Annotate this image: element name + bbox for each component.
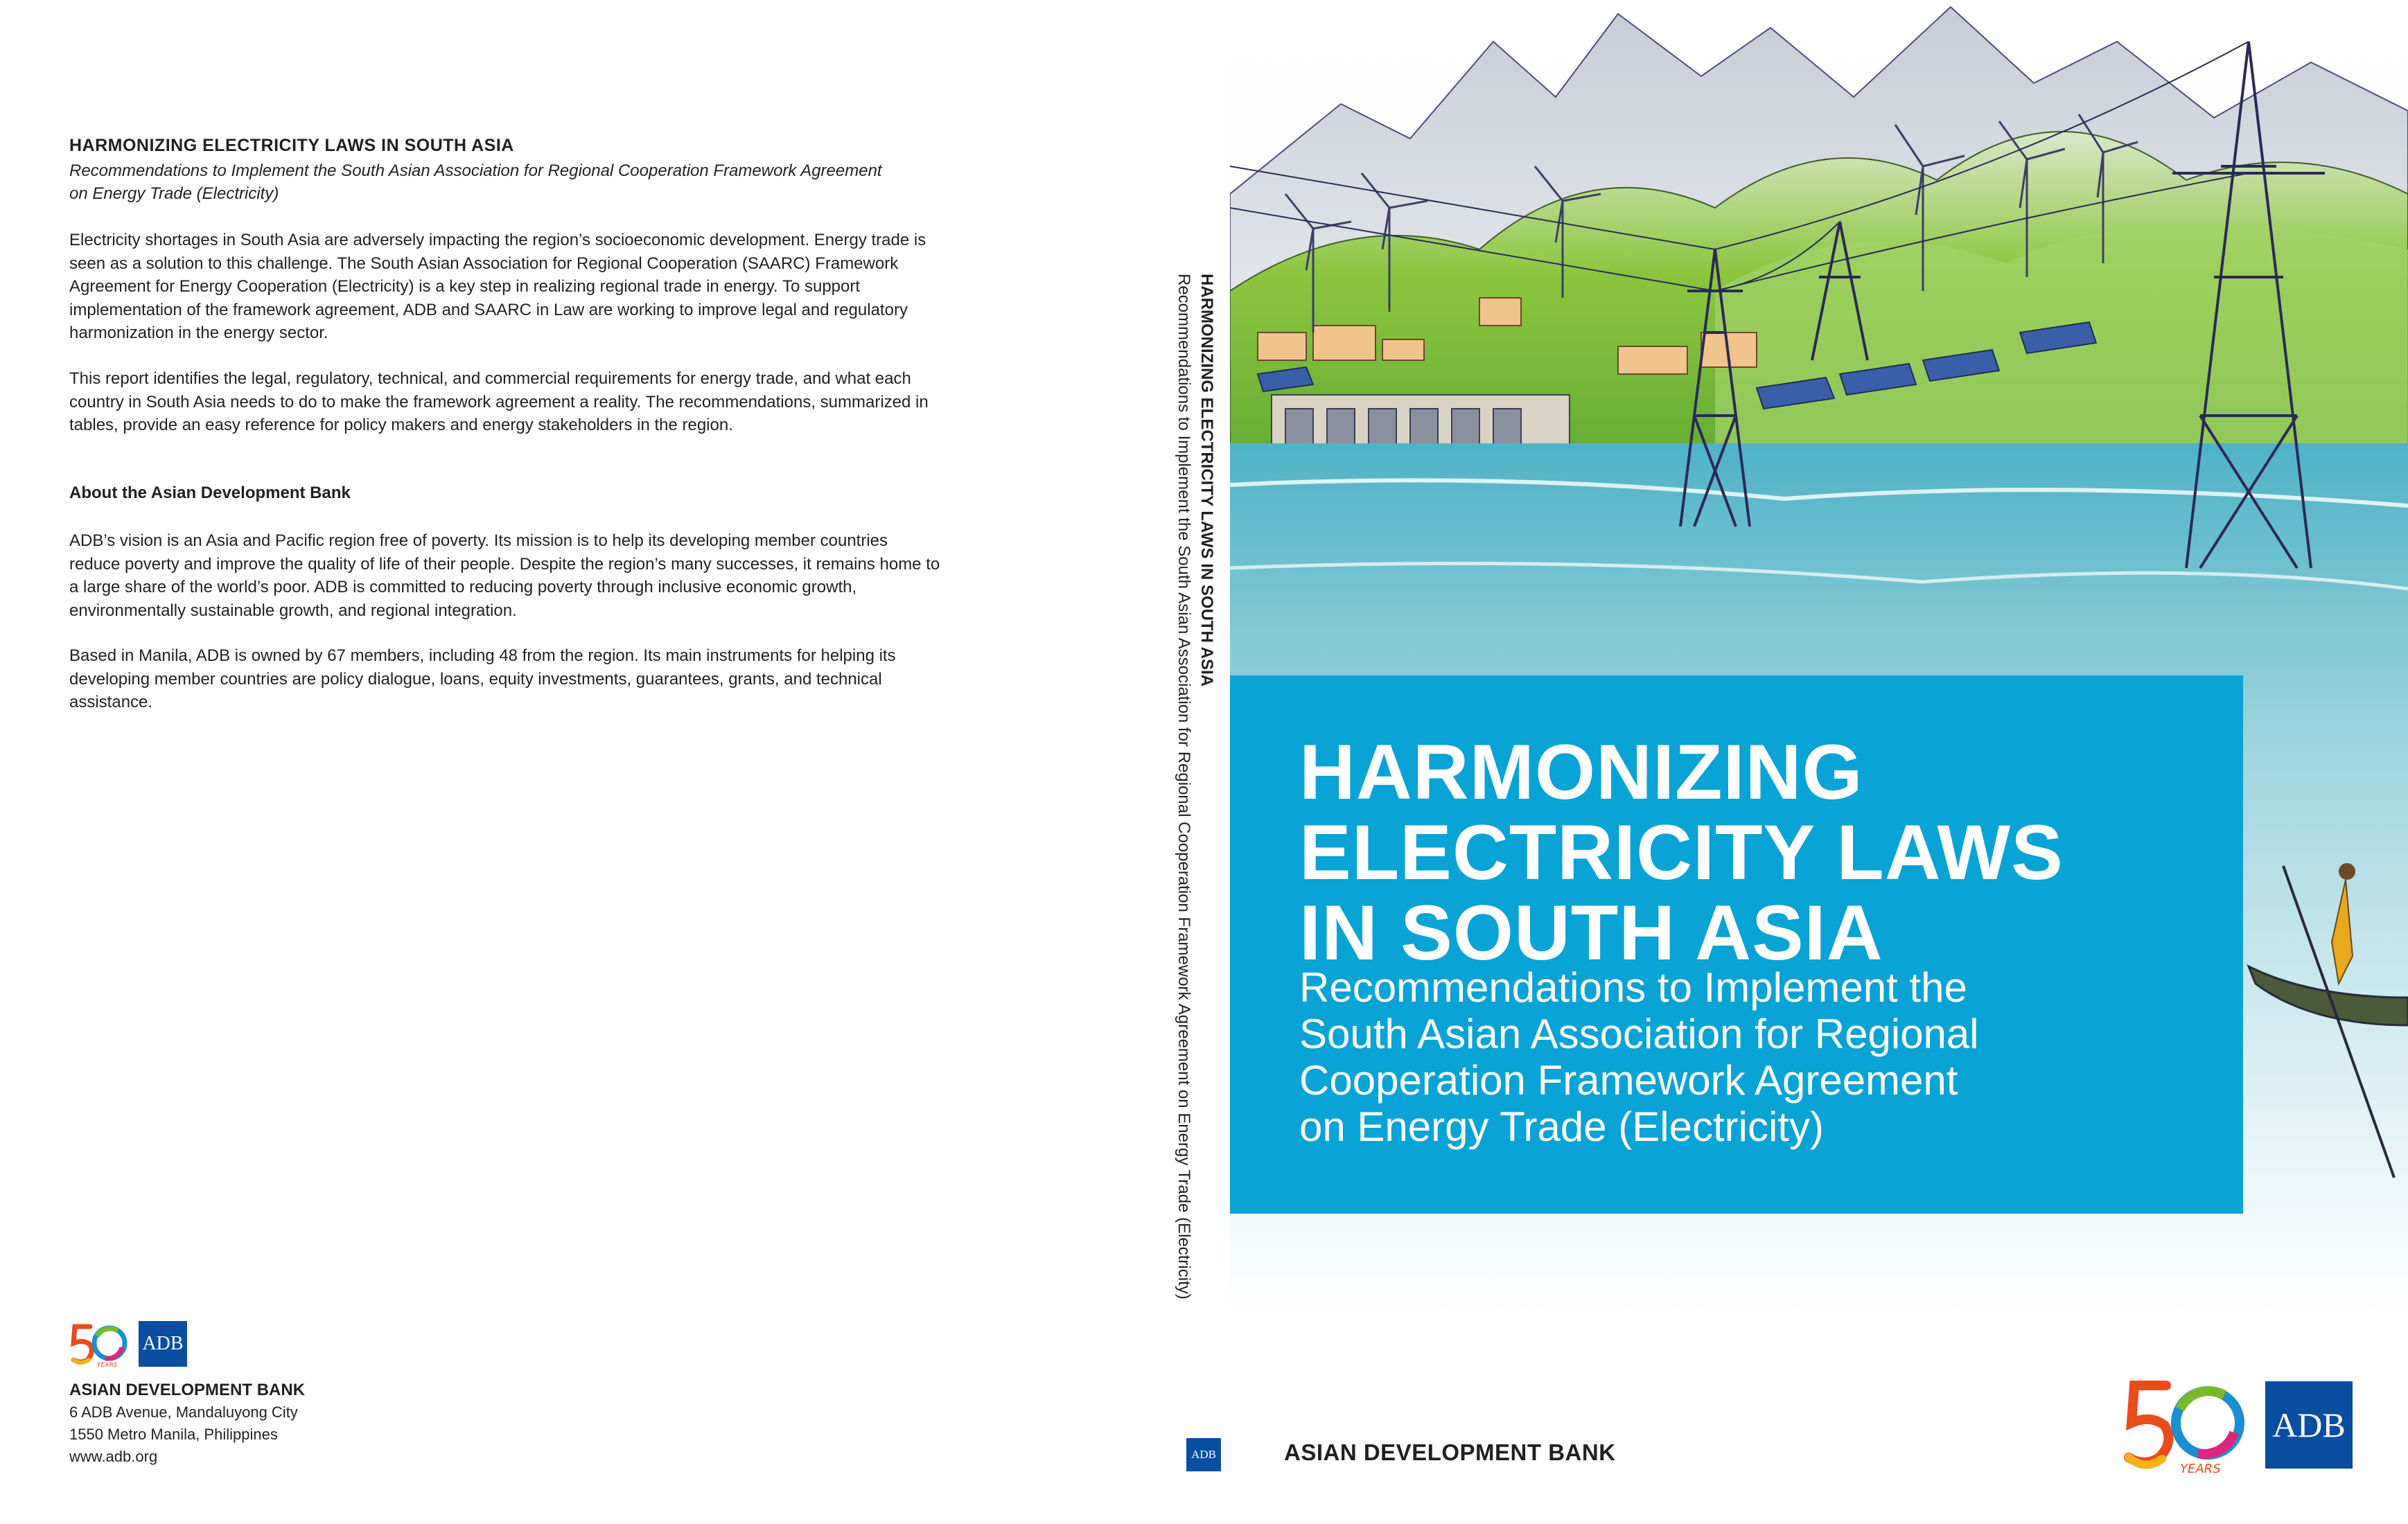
fifty-years-logo-large [2120,1373,2256,1477]
front-cover-subtitle [1299,964,2221,1150]
summary-paragraph-2: This report identifies the legal, regulatory, technical, and commercial requirements for energy trade, and what each country in South Asia needs to do to make the framework agreement a reality. The recommendations, summarized in tables, provide an easy reference for policy makers and energy stakeholders in the region. [69,369,929,434]
about-paragraph-2: Based in Manila, ADB is owned by 67 members, including 48 from the region. Its main instruments for helping its developing member countries are policy dialogue, loans, equity investments, guarantees, grants, and technical assistance. [69,646,896,711]
spine-subtitle: Recommendations to Implement the South Asian Association for Regional Cooperation Framework Agreement on Energy Trade (Electricity) [1175,274,1193,1300]
back-cover-title: HARMONIZING ELECTRICITY LAWS IN SOUTH ASIA [69,136,514,155]
front-cover-title [1299,729,2200,976]
fifty-years-logo [69,1320,133,1368]
website-link[interactable]: www.adb.org [69,1448,158,1465]
spine-adb-logo: ADB [1186,1438,1221,1471]
about-adb-heading: About the Asian Development Bank [69,484,351,502]
spine-title: HARMONIZING ELECTRICITY LAWS IN SOUTH ASIA [1197,274,1216,687]
summary-paragraph-1: Electricity shortages in South Asia are adversely impacting the region’s socioeconomic development. Energy trade is seen as a solution to this challenge. The South Asian Association for Regional Cooperation (SAARC) Framework Agreement for Energy Cooperation (Electricity) is a key step in realizing regional trade in energy. To support implementation of the framework agreement, ADB and SAARC in Law are working to improve legal and regulatory harmonization in the energy sector. [69,231,926,342]
front-subtitle-line-4: on Energy Trade (Electricity) [1299,1104,1824,1150]
address-line-2: 1550 Metro Manila, Philippines [69,1426,278,1443]
spine-text [1172,274,1218,1300]
front-title-line-3: IN SOUTH ASIA [1299,889,1883,976]
back-cover-logos [69,1320,187,1368]
front-org-name: ASIAN DEVELOPMENT BANK [1284,1439,1616,1465]
org-name: ASIAN DEVELOPMENT BANK [69,1381,306,1399]
adb-logo: ADB [139,1321,187,1367]
back-cover [0,0,1178,1524]
back-cover-subtitle-line-2: on Energy Trade (Electricity) [69,184,279,203]
back-cover-subtitle [69,159,942,205]
front-subtitle-line-3: Cooperation Framework Agreement [1299,1057,1958,1104]
years-label: YEARS [97,1362,118,1368]
front-title-line-1: HARMONIZING [1299,729,1863,815]
about-paragraph-1: ADB’s vision is an Asia and Pacific region free of poverty. Its mission is to help its developing member countries reduce poverty and improve the quality of life of their people. Despite the region’s many successes, it remains home to a large share of the world’s poor. ADB is committed to reducing poverty through inclusive economic growth, environmentally sustainable growth, and regional integration. [69,531,940,620]
years-label-large: YEARS [2180,1462,2221,1476]
front-subtitle-line-2: South Asian Association for Regional [1299,1011,1979,1057]
back-cover-subtitle-line-1: Recommendations to Implement the South Asian Association for Regional Cooperation Framework Agreement [69,161,882,180]
front-cover-logos [2120,1373,2353,1477]
front-subtitle-line-1: Recommendations to Implement the [1299,964,1967,1011]
address-line-1: 6 ADB Avenue, Mandaluyong City [69,1403,298,1421]
adb-logo-large: ADB [2265,1381,2353,1469]
front-title-line-2: ELECTRICITY LAWS [1299,809,2064,896]
